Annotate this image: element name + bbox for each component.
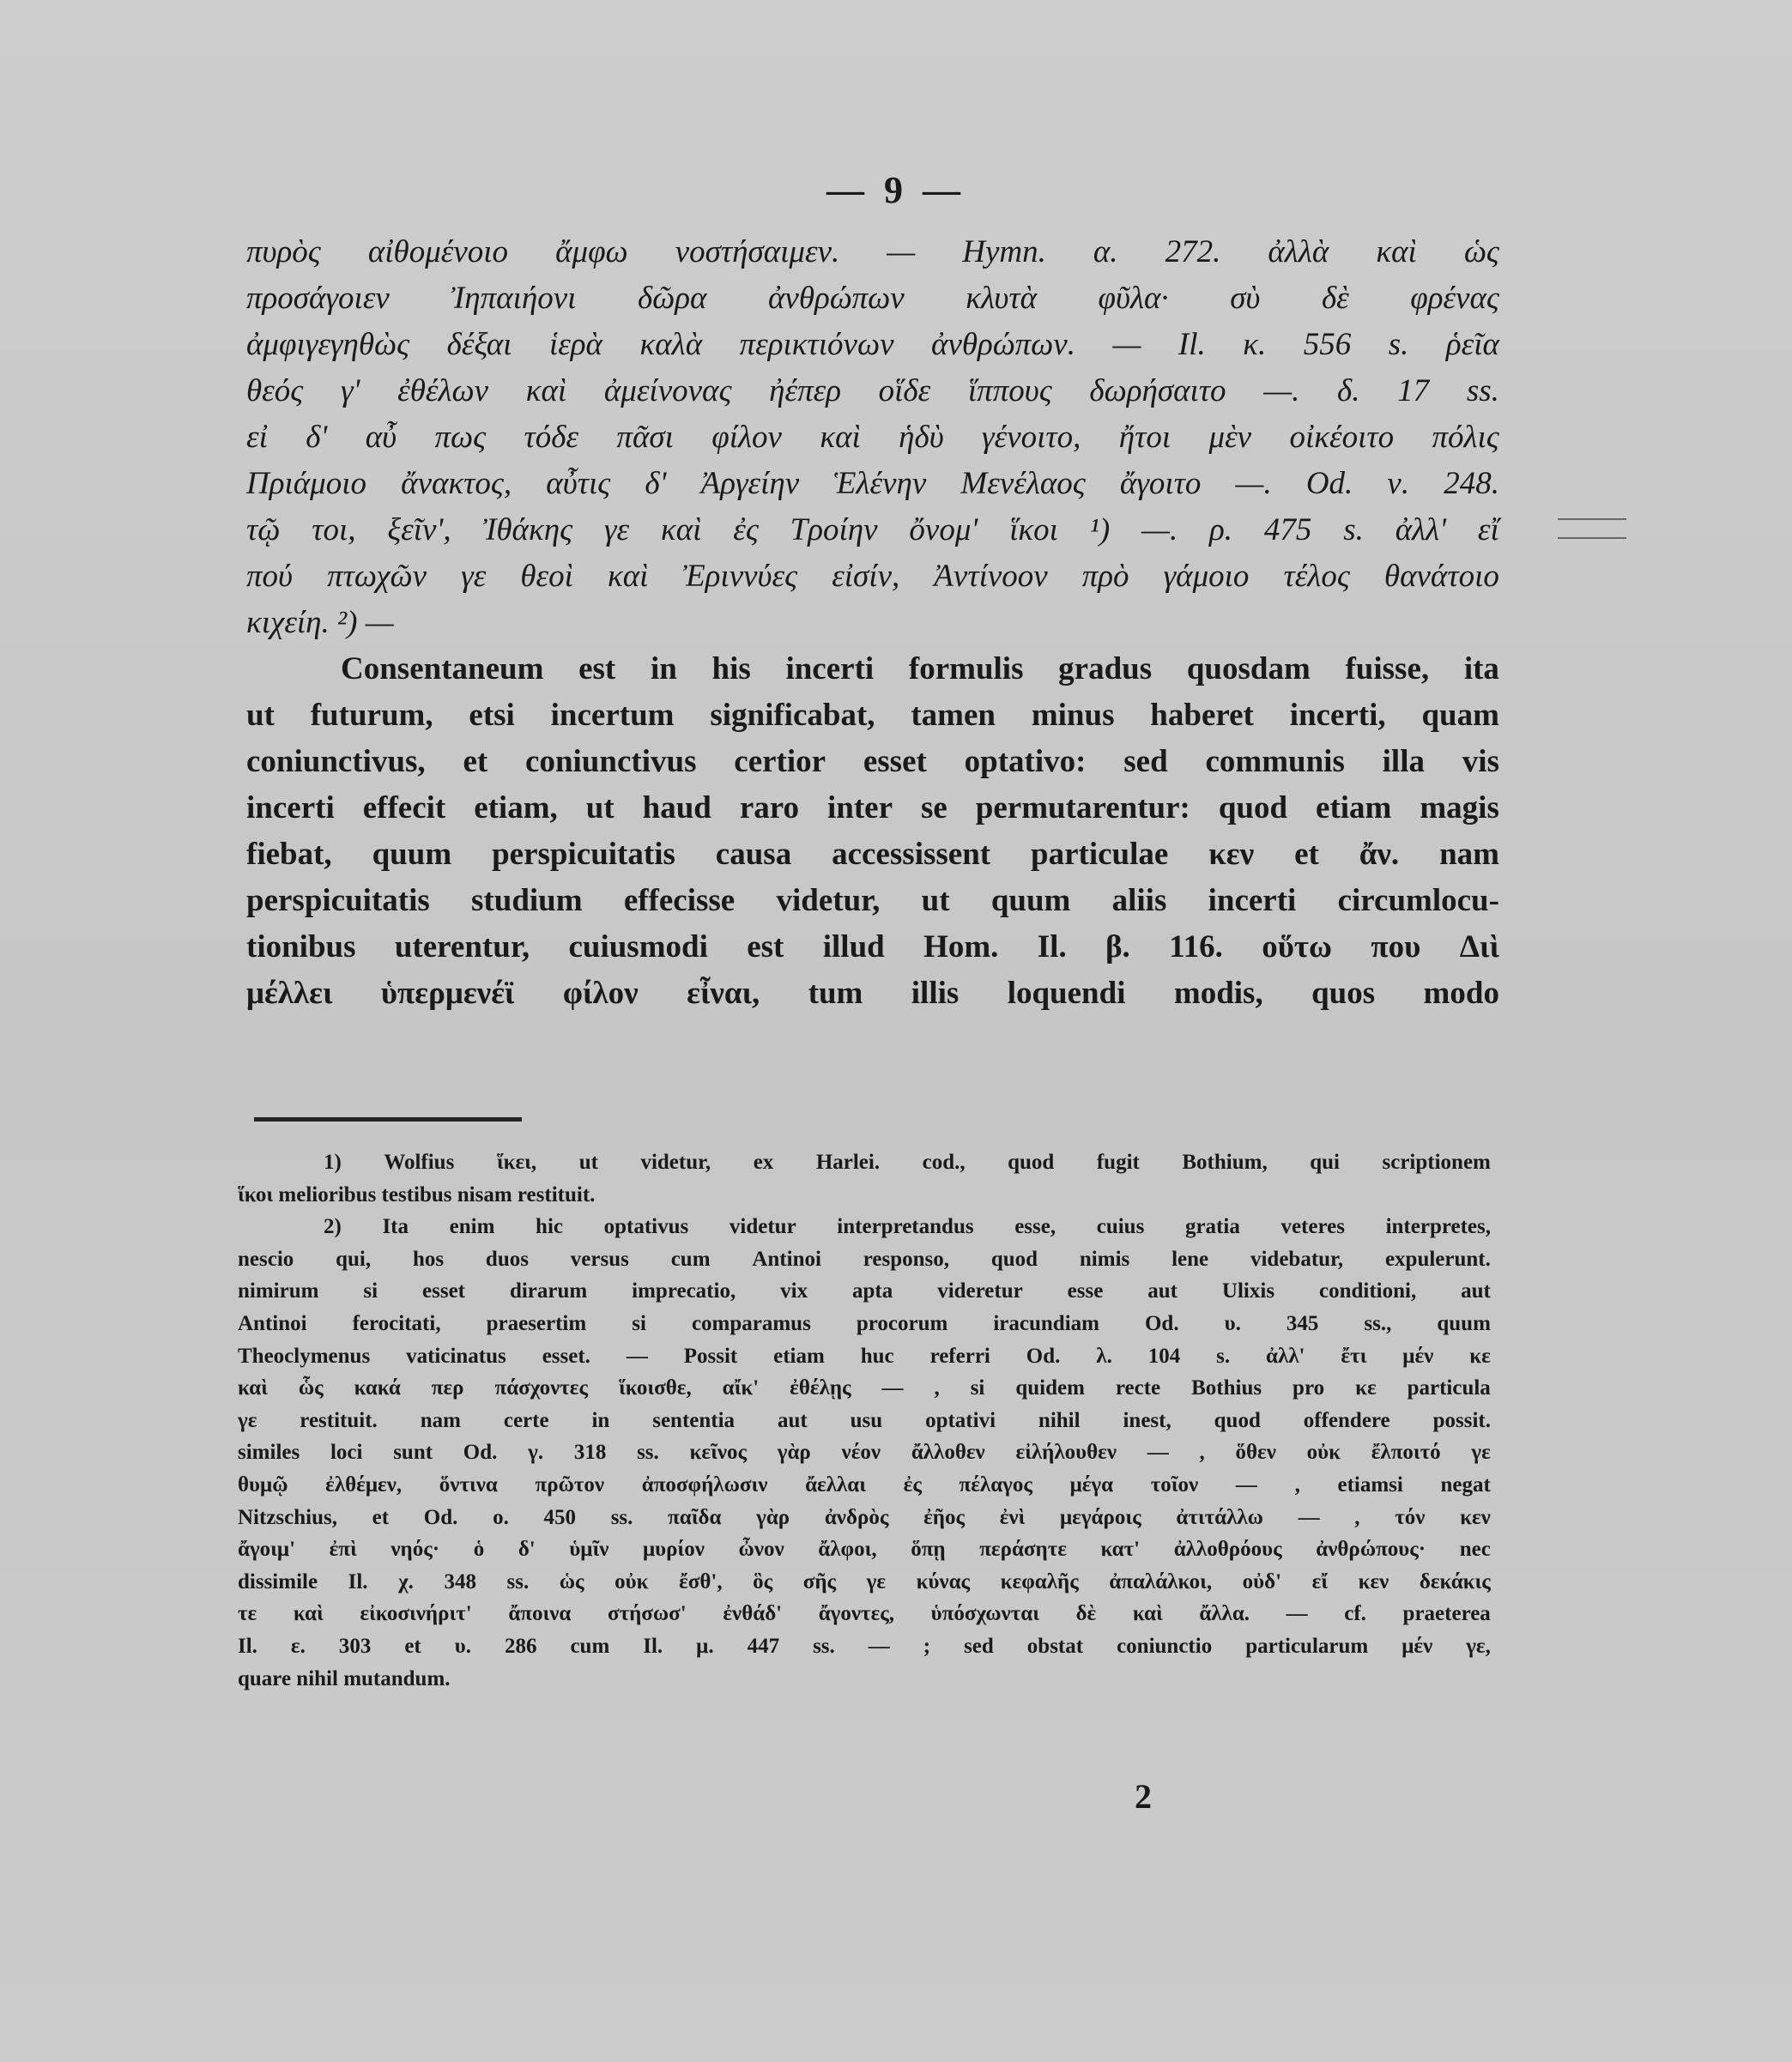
- main-text: [246, 233, 1499, 1021]
- footnote-line: Theoclymenus vaticinatus esset. — Possit etiam huc referri Od. λ. 104 s. ἀλλ' ἔτι μέν κε: [238, 1344, 1491, 1368]
- text-line: προσάγοιεν Ἰηπαιήονι δῶρα ἀνθρώπων κλυτὰ φῦλα· σὺ δὲ φρένας: [246, 281, 1499, 316]
- footnote-line: Il. ε. 303 et υ. 286 cum Il. μ. 447 ss. — ; sed obstat coniunctio particularum μέν γε,: [238, 1634, 1491, 1658]
- text-line: Πριάμοιο ἄνακτος, αὖτις δ' Ἀργείην Ἑλένην Μενέλαος ἄγοιτο —. Od. ν. 248.: [246, 466, 1499, 501]
- footnote-line: τε καὶ εἰκοσινήριτ' ἄποινα στήσωσ' ἐνθάδ' ἄγοντες, ὑπόσχωνται δὲ καὶ ἄλλα. — cf. praeterea: [238, 1602, 1491, 1626]
- footnote-line: γε restituit. nam certe in sententia aut usu optativi nihil inest, quod offendere possit.: [238, 1408, 1491, 1432]
- footnote-line: 1) Wolfius ἵκει, ut videtur, ex Harlei. cod., quod fugit Bothium, qui scriptionem: [324, 1151, 1491, 1174]
- footnotes: [238, 1151, 1491, 1699]
- text-line: coniunctivus, et coniunctivus certior esset optativo: sed communis illa vis: [246, 744, 1499, 779]
- footnote-rule: [254, 1117, 522, 1122]
- footnote-line: Antinoi ferocitati, praesertim si comparamus procorum iracundiam Od. υ. 345 ss., quum: [238, 1311, 1491, 1335]
- page-number: — 9 —: [826, 169, 966, 211]
- text-line: κιχείη. ²) —: [246, 605, 394, 640]
- text-line: μέλλει ὑπερμενέϊ φίλον εἶναι, tum illis loquendi modis, quos modo: [246, 976, 1499, 1011]
- footnote-line: ἄγοιμ' ἐπὶ νηός· ὁ δ' ὑμῖν μυρίον ὦνον ἄλφοι, ὅπῃ περάσητε κατ' ἀλλοθρόους ἀνθρώπους· nec: [238, 1538, 1491, 1562]
- footnote-line: dissimile Il. χ. 348 ss. ὡς οὐκ ἔσθ', ὃς σῆς γε κύνας κεφαλῆς ἀπαλάλκοι, οὐδ' εἴ κεν δεκάκις: [238, 1569, 1491, 1593]
- footnote-line: Nitzschius, et Od. ο. 450 ss. παῖδα γὰρ ἀνδρὸς ἐῆος ἐνὶ μεγάροις ἀτιτάλλω — , τόν κεν: [238, 1505, 1491, 1529]
- text-line: tionibus uterentur, cuiusmodi est illud Hom. Il. β. 116. οὕτω που Διὶ: [246, 929, 1499, 964]
- footnote-line: nimirum si esset dirarum imprecatio, vix apta videretur esse aut Ulixis conditioni, aut: [238, 1279, 1491, 1303]
- footnote-line: 2) Ita enim hic optativus videtur interpretandus esse, cuius gratia veteres interpretes,: [324, 1215, 1491, 1239]
- footnote-line: quare nihil mutandum.: [238, 1666, 451, 1690]
- footnote-line: similes loci sunt Od. γ. 318 ss. κεῖνος γὰρ νέον ἄλλοθεν εἰλήλουθεν — , ὅθεν οὐκ ἔλποιτό γε: [238, 1441, 1491, 1465]
- text-line: ut futurum, etsi incertum significabat, tamen minus haberet incerti, quam: [246, 698, 1499, 733]
- text-line: incerti effecit etiam, ut haud raro inter se permutarentur: quod etiam magis: [246, 790, 1499, 825]
- margin-mark: [1558, 518, 1626, 539]
- text-line: ἀμφιγεγηθὼς δέξαι ἱερὰ καλὰ περικτιόνων ἀνθρώπων. — Il. κ. 556 s. ῥεῖα: [246, 327, 1499, 362]
- text-line: Consentaneum est in his incerti formulis gradus quosdam fuisse, ita: [341, 651, 1499, 686]
- signature-mark: 2: [1135, 1777, 1152, 1816]
- text-line: πού πτωχῶν γε θεοὶ καὶ Ἐριννύες εἰσίν, Ἀντίνοον πρὸ γάμοιο τέλος θανάτοιο: [246, 559, 1499, 594]
- footnote-line: καὶ ὧς κακά περ πάσχοντες ἵκοισθε, αἴκ' ἐθέλῃς — , si quidem recte Bothius pro κε particula: [238, 1376, 1491, 1400]
- footnote-line: nescio qui, hos duos versus cum Antinoi responso, quod nimis lene videbatur, expulerunt.: [238, 1247, 1491, 1271]
- text-line: θεός γ' ἐθέλων καὶ ἀμείνονας ἠέπερ οἵδε ἵππους δωρήσαιτο —. δ. 17 ss.: [246, 373, 1499, 408]
- text-line: perspicuitatis studium effecisse videtur, ut quum aliis incerti circumlocu-: [246, 883, 1499, 918]
- footnote-line: θυμῷ ἐλθέμεν, ὅντινα πρῶτον ἀποσφήλωσιν ἄελλαι ἐς πέλαγος μέγα τοῖον — , etiamsi negat: [238, 1472, 1491, 1497]
- text-line: τῷ τοι, ξεῖν', Ἰθάκης γε καὶ ἐς Τροίην ὄνομ' ἵκοι ¹) —. ρ. 475 s. ἀλλ' εἴ: [246, 512, 1499, 547]
- text-line: fiebat, quum perspicuitatis causa accessissent particulae κεν et ἄν. nam: [246, 837, 1499, 872]
- footnote-line: ἵκοι melioribus testibus nisam restituit.: [238, 1182, 596, 1206]
- text-line: πυρὸς αἰθομένοιο ἄμφω νοστήσαιμεν. — Hymn. α. 272. ἀλλὰ καὶ ὡς: [246, 234, 1499, 269]
- text-line: εἰ δ' αὖ πως τόδε πᾶσι φίλον καὶ ἡδὺ γένοιτο, ἤτοι μὲν οἰκέοιτο πόλις: [246, 420, 1499, 455]
